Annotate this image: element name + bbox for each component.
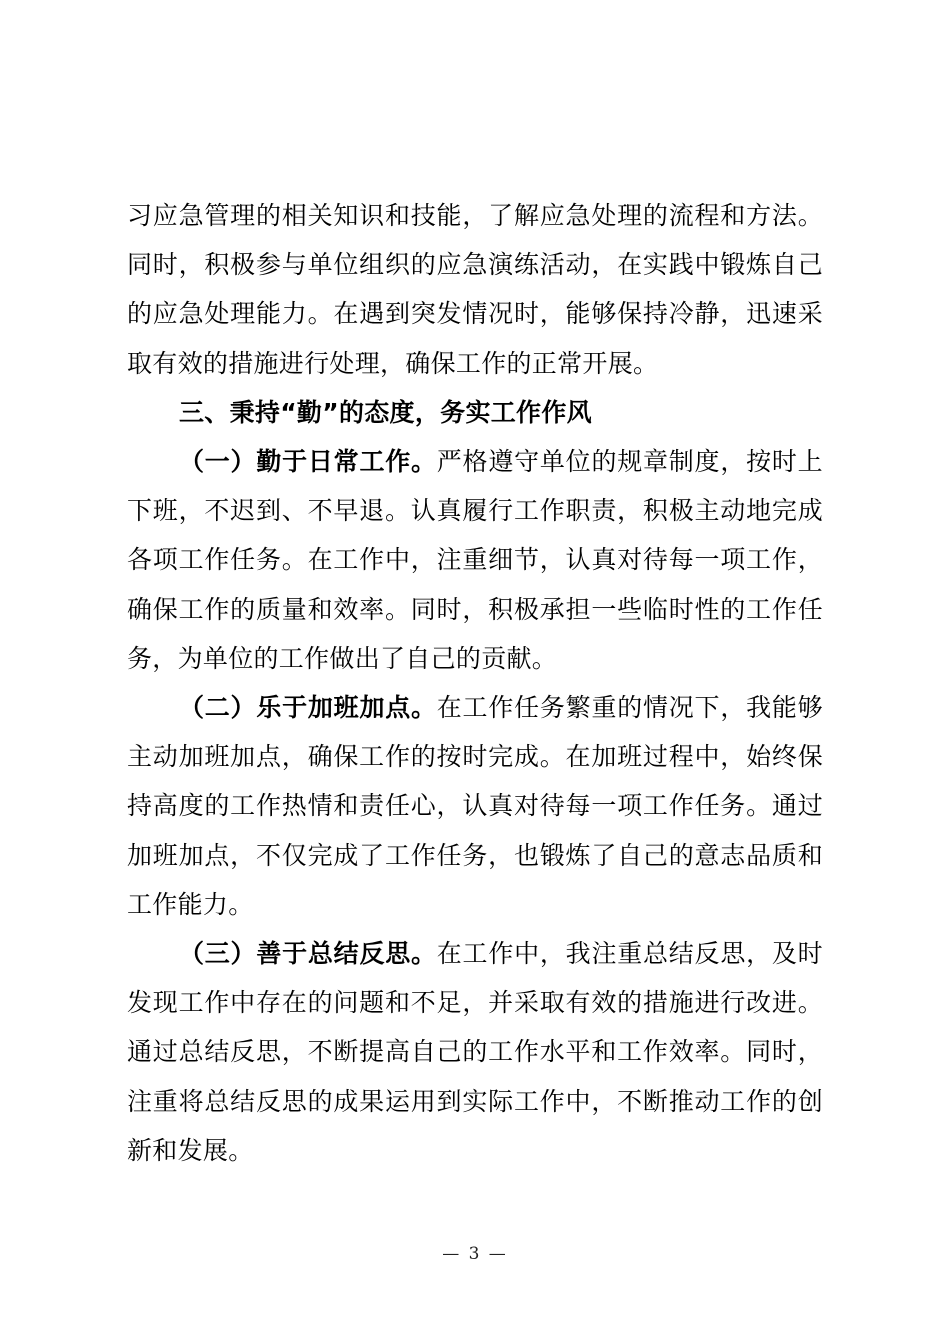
paragraph-lead: （二）乐于加班加点。 (179, 693, 437, 723)
paragraph-text: 严格遵守单位的规章制度，按时上下班，不迟到、不早退。认真履行工作职责，积极主动地完成各项工作任务。在工作中，注重细节，认真对待每一项工作，确保工作的质量和效率。同时，积极承担一些临时性的工作任务，为单位的工作做出了自己的贡献。 (127, 447, 823, 673)
paragraph-text: 在工作任务繁重的情况下，我能够主动加班加点，确保工作的按时完成。在加班过程中，始终保持高度的工作热情和责任心，认真对待每一项工作任务。通过加班加点，不仅完成了工作任务，也锻炼了自己的意志品质和工作能力。 (127, 693, 823, 919)
paragraph-lead: （一）勤于日常工作。 (179, 447, 437, 477)
section-heading: 三、秉持“勤”的态度，务实工作作风 (179, 397, 592, 427)
paragraph-diligent-daily-work (127, 437, 823, 683)
page-number: — 3 — (442, 1244, 508, 1264)
paragraph-reflection (127, 929, 823, 1175)
paragraph-overtime (127, 683, 823, 929)
document-body (127, 191, 823, 1175)
paragraph-lead: （三）善于总结反思。 (179, 939, 437, 969)
paragraph-continuation: 习应急管理的相关知识和技能，了解应急处理的流程和方法。同时，积极参与单位组织的应急演练活动，在实践中锻炼自己的应急处理能力。在遇到突发情况时，能够保持冷静，迅速采取有效的措施进行处理，确保工作的正常开展。 (127, 201, 823, 378)
paragraph-text: 在工作中，我注重总结反思，及时发现工作中存在的问题和不足，并采取有效的措施进行改进。通过总结反思，不断提高自己的工作水平和工作效率。同时，注重将总结反思的成果运用到实际工作中，不断推动工作的创新和发展。 (127, 939, 823, 1165)
